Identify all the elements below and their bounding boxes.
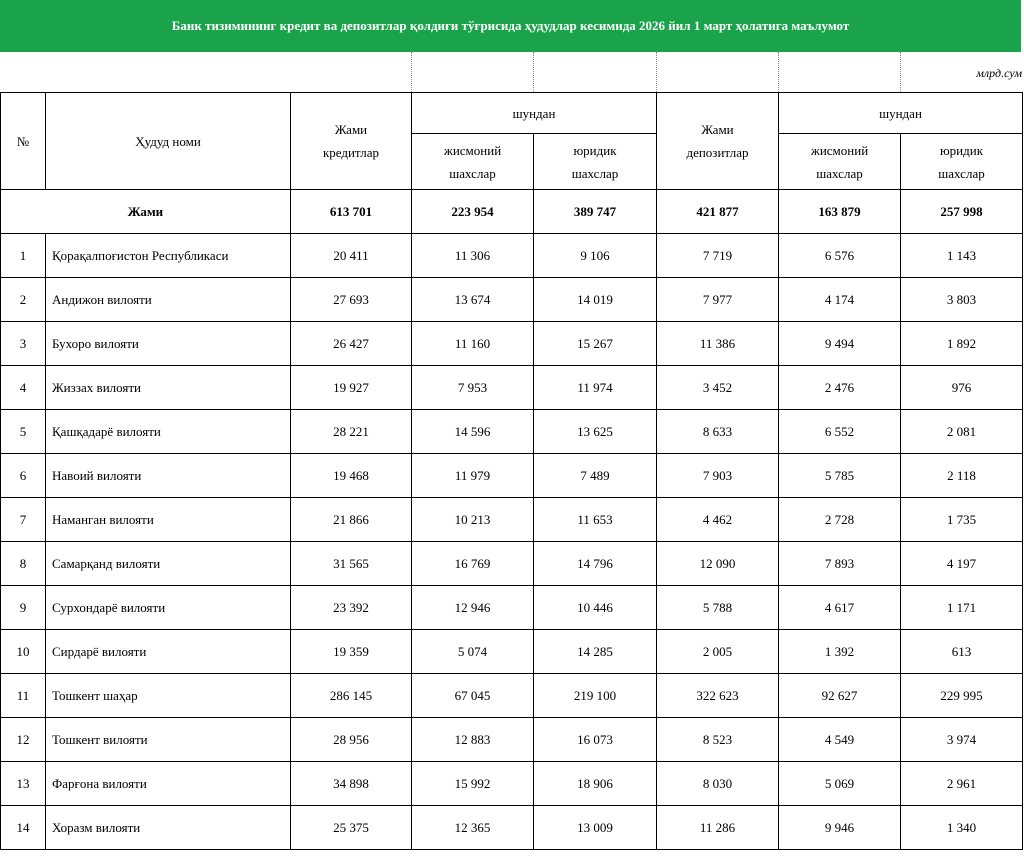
deposits-legal: 2 961 <box>901 762 1023 806</box>
credits-individuals: 14 596 <box>412 410 534 454</box>
deposits: 2 005 <box>657 630 779 674</box>
deposits-individuals: 6 576 <box>779 234 901 278</box>
row-number: 4 <box>1 366 46 410</box>
data-table <box>0 92 1023 850</box>
row-number: 12 <box>1 718 46 762</box>
credits: 20 411 <box>291 234 412 278</box>
total-credits: 613 701 <box>291 190 412 234</box>
total-deposits-legal: 257 998 <box>901 190 1023 234</box>
credits-individuals: 7 953 <box>412 366 534 410</box>
credits-individuals: 67 045 <box>412 674 534 718</box>
unit-row-divider <box>533 52 534 92</box>
credits-individuals: 12 946 <box>412 586 534 630</box>
col-header-total-credits: Жами кредитлар <box>291 93 412 190</box>
credits: 28 956 <box>291 718 412 762</box>
credits: 23 392 <box>291 586 412 630</box>
total-deposits-individuals: 163 879 <box>779 190 901 234</box>
deposits-legal: 3 803 <box>901 278 1023 322</box>
credits-legal: 7 489 <box>534 454 657 498</box>
deposits-legal: 2 118 <box>901 454 1023 498</box>
region-name: Самарқанд вилояти <box>46 542 291 586</box>
credits: 19 468 <box>291 454 412 498</box>
credits: 31 565 <box>291 542 412 586</box>
table-row <box>1 542 1023 586</box>
table-row <box>1 454 1023 498</box>
credits-legal: 9 106 <box>534 234 657 278</box>
col-header-deposits-individuals: жисмоний шахслар <box>779 134 901 190</box>
region-name: Қорақалпоғистон Республикаси <box>46 234 291 278</box>
total-credits-legal: 389 747 <box>534 190 657 234</box>
row-number: 3 <box>1 322 46 366</box>
credits: 25 375 <box>291 806 412 850</box>
region-name: Жиззах вилояти <box>46 366 291 410</box>
deposits-individuals: 2 728 <box>779 498 901 542</box>
credits-individuals: 10 213 <box>412 498 534 542</box>
deposits-legal: 1 892 <box>901 322 1023 366</box>
deposits: 7 719 <box>657 234 779 278</box>
region-name: Навоий вилояти <box>46 454 291 498</box>
total-row <box>1 190 1023 234</box>
row-number: 5 <box>1 410 46 454</box>
deposits-individuals: 4 617 <box>779 586 901 630</box>
deposits-individuals: 7 893 <box>779 542 901 586</box>
credits: 28 221 <box>291 410 412 454</box>
table-row <box>1 410 1023 454</box>
row-number: 13 <box>1 762 46 806</box>
total-credits-individuals: 223 954 <box>412 190 534 234</box>
row-number: 10 <box>1 630 46 674</box>
credits-individuals: 11 979 <box>412 454 534 498</box>
deposits-individuals: 5 069 <box>779 762 901 806</box>
deposits-legal: 1 171 <box>901 586 1023 630</box>
credits: 27 693 <box>291 278 412 322</box>
col-header-deposits-of-which: шундан <box>779 93 1023 134</box>
deposits-legal: 976 <box>901 366 1023 410</box>
units-label: млрд.сум <box>976 66 1022 80</box>
credits: 19 927 <box>291 366 412 410</box>
table-row <box>1 718 1023 762</box>
col-header-credits-legal: юридик шахслар <box>534 134 657 190</box>
credits-individuals: 5 074 <box>412 630 534 674</box>
deposits-legal: 2 081 <box>901 410 1023 454</box>
credits-legal: 13 625 <box>534 410 657 454</box>
row-number: 1 <box>1 234 46 278</box>
deposits-individuals: 92 627 <box>779 674 901 718</box>
deposits-legal: 229 995 <box>901 674 1023 718</box>
deposits-legal: 4 197 <box>901 542 1023 586</box>
unit-row-divider <box>778 52 779 92</box>
credits: 21 866 <box>291 498 412 542</box>
deposits: 8 030 <box>657 762 779 806</box>
deposits: 322 623 <box>657 674 779 718</box>
credits-individuals: 12 883 <box>412 718 534 762</box>
deposits-individuals: 4 549 <box>779 718 901 762</box>
unit-row-divider <box>411 52 412 92</box>
unit-row-divider <box>900 52 901 92</box>
credits-legal: 14 019 <box>534 278 657 322</box>
credits-legal: 16 073 <box>534 718 657 762</box>
credits-legal: 18 906 <box>534 762 657 806</box>
deposits: 8 523 <box>657 718 779 762</box>
row-number: 7 <box>1 498 46 542</box>
deposits: 7 977 <box>657 278 779 322</box>
deposits: 11 386 <box>657 322 779 366</box>
region-name: Фарғона вилояти <box>46 762 291 806</box>
page-title: Банк тизимининг кредит ва депозитлар қолдиғи тўғрисида ҳудудлар кесимида 2026 йил 1 март ҳолатига маълумот <box>0 0 1021 52</box>
deposits: 8 633 <box>657 410 779 454</box>
units-row <box>0 52 1024 92</box>
credits: 286 145 <box>291 674 412 718</box>
region-name: Наманган вилояти <box>46 498 291 542</box>
deposits-individuals: 9 946 <box>779 806 901 850</box>
credits: 34 898 <box>291 762 412 806</box>
col-header-total-deposits: Жами депозитлар <box>657 93 779 190</box>
deposits-legal: 3 974 <box>901 718 1023 762</box>
total-label: Жами <box>1 190 291 234</box>
credits-legal: 15 267 <box>534 322 657 366</box>
deposits-individuals: 9 494 <box>779 322 901 366</box>
deposits-legal: 1 735 <box>901 498 1023 542</box>
region-name: Сирдарё вилояти <box>46 630 291 674</box>
credits-legal: 14 796 <box>534 542 657 586</box>
deposits-individuals: 1 392 <box>779 630 901 674</box>
deposits-legal: 1 340 <box>901 806 1023 850</box>
row-number: 11 <box>1 674 46 718</box>
table-row <box>1 806 1023 850</box>
deposits: 7 903 <box>657 454 779 498</box>
table-row <box>1 586 1023 630</box>
deposits-individuals: 2 476 <box>779 366 901 410</box>
region-name: Бухоро вилояти <box>46 322 291 366</box>
deposits-legal: 1 143 <box>901 234 1023 278</box>
row-number: 8 <box>1 542 46 586</box>
row-number: 6 <box>1 454 46 498</box>
col-header-credits-individuals: жисмоний шахслар <box>412 134 534 190</box>
credits-individuals: 11 306 <box>412 234 534 278</box>
row-number: 14 <box>1 806 46 850</box>
credits-legal: 11 653 <box>534 498 657 542</box>
col-header-deposits-legal: юридик шахслар <box>901 134 1023 190</box>
deposits-individuals: 5 785 <box>779 454 901 498</box>
deposits: 12 090 <box>657 542 779 586</box>
credits: 26 427 <box>291 322 412 366</box>
table-row <box>1 674 1023 718</box>
table-row <box>1 366 1023 410</box>
credits-individuals: 12 365 <box>412 806 534 850</box>
row-number: 2 <box>1 278 46 322</box>
deposits-legal: 613 <box>901 630 1023 674</box>
total-deposits: 421 877 <box>657 190 779 234</box>
credits-legal: 14 285 <box>534 630 657 674</box>
credits-individuals: 11 160 <box>412 322 534 366</box>
credits-legal: 11 974 <box>534 366 657 410</box>
region-name: Сурхондарё вилояти <box>46 586 291 630</box>
table-row <box>1 322 1023 366</box>
table-row <box>1 498 1023 542</box>
row-number: 9 <box>1 586 46 630</box>
table-row <box>1 762 1023 806</box>
credits-legal: 10 446 <box>534 586 657 630</box>
table-row <box>1 630 1023 674</box>
table-row <box>1 278 1023 322</box>
credits-individuals: 16 769 <box>412 542 534 586</box>
region-name: Хоразм вилояти <box>46 806 291 850</box>
credits-legal: 219 100 <box>534 674 657 718</box>
region-name: Андижон вилояти <box>46 278 291 322</box>
region-name: Тошкент шаҳар <box>46 674 291 718</box>
credits-individuals: 15 992 <box>412 762 534 806</box>
region-name: Қашқадарё вилояти <box>46 410 291 454</box>
deposits: 3 452 <box>657 366 779 410</box>
deposits-individuals: 4 174 <box>779 278 901 322</box>
table-row <box>1 234 1023 278</box>
deposits-individuals: 6 552 <box>779 410 901 454</box>
col-header-num: № <box>1 93 46 190</box>
credits-individuals: 13 674 <box>412 278 534 322</box>
credits: 19 359 <box>291 630 412 674</box>
deposits: 5 788 <box>657 586 779 630</box>
col-header-credits-of-which: шундан <box>412 93 657 134</box>
unit-row-divider <box>656 52 657 92</box>
credits-legal: 13 009 <box>534 806 657 850</box>
col-header-region: Ҳудуд номи <box>46 93 291 190</box>
deposits: 4 462 <box>657 498 779 542</box>
region-name: Тошкент вилояти <box>46 718 291 762</box>
deposits: 11 286 <box>657 806 779 850</box>
